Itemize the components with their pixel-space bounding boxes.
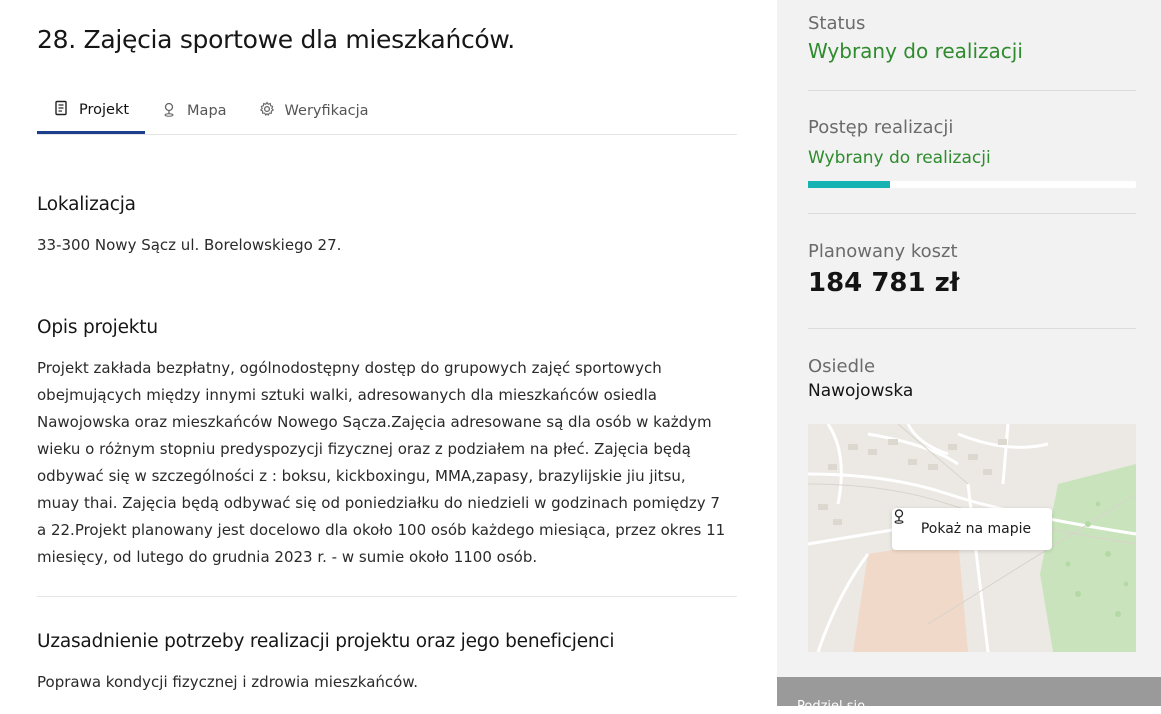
tab-label: Mapa <box>187 103 227 119</box>
cost-value: 184 781 zł <box>808 268 960 298</box>
page-title: 28. Zajęcia sportowe dla mieszkańców. <box>37 25 515 54</box>
document-icon <box>53 100 69 120</box>
project-sidebar <box>777 0 1161 714</box>
section-divider <box>37 596 737 597</box>
progress-fill <box>808 181 890 188</box>
description-text: Projekt zakłada bezpłatny, ogólnodostępny dostęp do grupowych zajęć sportowych obejmujących między innymi sztuki walki, adresowanych dla mieszkańców osiedla Nawojowska oraz mieszkańców Nowego Sącza.Zajęcia adresowane są dla osób w każdym wieku o różnym stopniu predyspozycji fizycznej oraz z podziałem na płeć. Zajęcia będą odbywać się w szczególności z : boksu, kickboxingu, MMA,zapasy, brazylijskie jiu jitsu, muay thai. Zajęcia będą odbywać się od poniedziałku do niedzieli w godzinach pomiędzy 7 a 22.Projekt planowany jest docelowo dla około 100 osób każdego miesiąca, przez okres 11 miesięcy, od lutego do grudnia 2023 r. - w sumie około 1100 osób. <box>37 359 726 566</box>
tab-label: Projekt <box>79 101 130 118</box>
status-value: Wybrany do realizacji <box>808 39 1023 63</box>
tab-weryfikacja[interactable] <box>243 88 385 134</box>
main-content <box>37 0 737 706</box>
justification-text: Poprawa kondycji fizycznej i zdrowia mieszkańców. <box>37 673 419 691</box>
location-text: 33-300 Nowy Sącz ul. Borelowskiego 27. <box>37 236 342 254</box>
cost-label: Planowany koszt <box>808 241 958 262</box>
progress-bar <box>808 181 1136 188</box>
show-on-map-button[interactable] <box>892 508 1052 550</box>
location-map[interactable] <box>808 424 1136 652</box>
tab-projekt[interactable] <box>37 88 145 134</box>
sidebar-divider <box>808 213 1136 214</box>
share-bar[interactable] <box>777 677 1161 714</box>
tab-label: Weryfikacja <box>284 103 369 119</box>
progress-value: Wybrany do realizacji <box>808 148 991 168</box>
gear-icon <box>259 101 275 121</box>
sidebar-divider <box>808 90 1136 91</box>
district-value: Nawojowska <box>808 381 914 401</box>
map-pin-icon <box>161 101 177 121</box>
description-heading: Opis projektu <box>37 317 158 338</box>
tab-bar <box>37 88 737 135</box>
share-label: Podziel się <box>797 699 866 714</box>
district-label: Osiedle <box>808 356 876 377</box>
progress-label: Postęp realizacji <box>808 117 954 138</box>
location-heading: Lokalizacja <box>37 194 136 215</box>
tab-mapa[interactable] <box>145 88 243 134</box>
sidebar-divider <box>808 328 1136 329</box>
status-label: Status <box>808 13 866 34</box>
justification-heading: Uzasadnienie potrzeby realizacji projektu oraz jego beneficjenci <box>37 631 615 652</box>
map-button-label: Pokaż na mapie <box>920 521 1032 537</box>
